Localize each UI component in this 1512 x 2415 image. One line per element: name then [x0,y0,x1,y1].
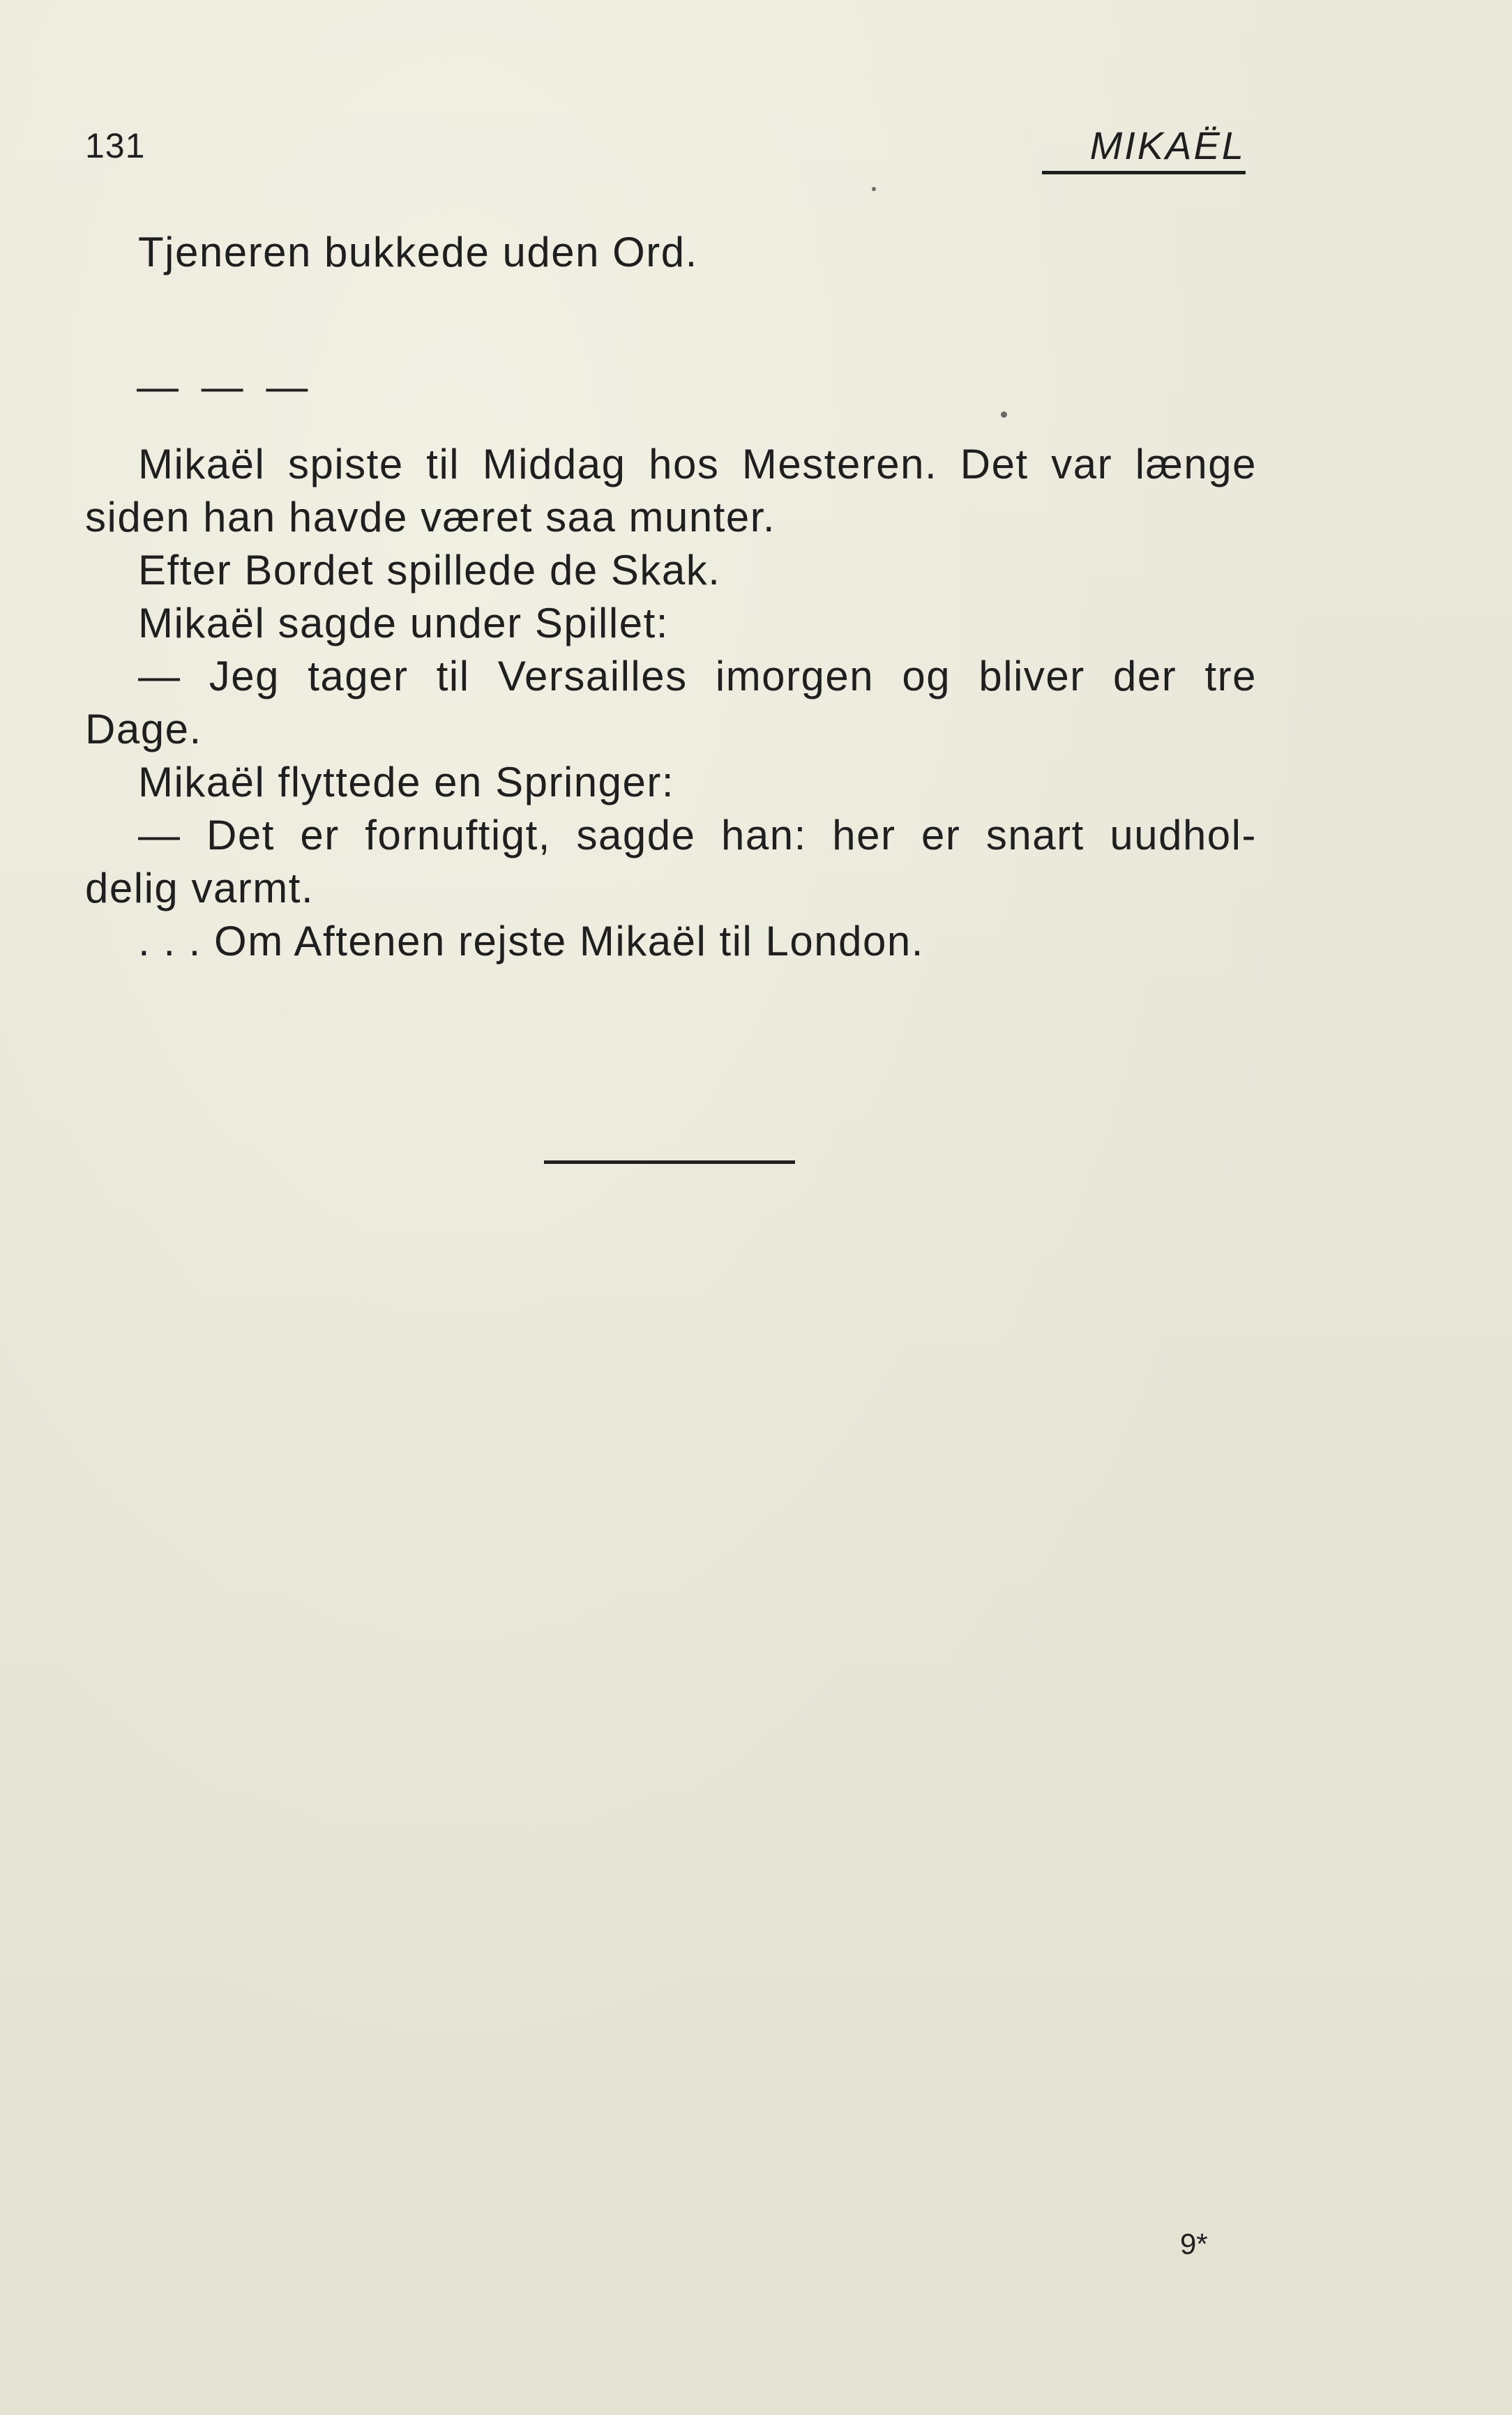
text-line: — Jeg tager til Versailles imorgen og bliver der tre [138,653,1257,699]
text-line: delig varmt. [85,865,315,911]
text-line: siden han havde været saa munter. [85,494,776,540]
opening-paragraph [85,226,1257,279]
page-number: 131 [85,126,146,165]
text-line: Dage. [85,706,202,752]
scene-break: — — — [137,363,314,410]
text-line: Tjeneren bukkede uden Ord. [138,229,698,275]
text-line: Mikaël sagde under Spillet: [138,600,669,646]
running-title-rule [1042,171,1246,174]
running-title: MIKAËL [1089,123,1246,167]
signature-mark: 9* [1180,2227,1208,2260]
main-text [85,438,1257,968]
text-line: — Det er fornuftigt, sagde han: her er snart uudhol- [138,812,1257,858]
paper-speck [872,187,876,191]
text-line: Efter Bordet spillede de Skak. [138,547,721,593]
text-line: . . . Om Aftenen rejste Mikaël til London. [138,918,924,964]
paper-speck [1001,411,1007,418]
text-line: Mikaël flyttede en Springer: [138,759,675,805]
end-rule [544,1160,795,1164]
text-line: Mikaël spiste til Middag hos Mesteren. Det var længe [138,441,1257,487]
